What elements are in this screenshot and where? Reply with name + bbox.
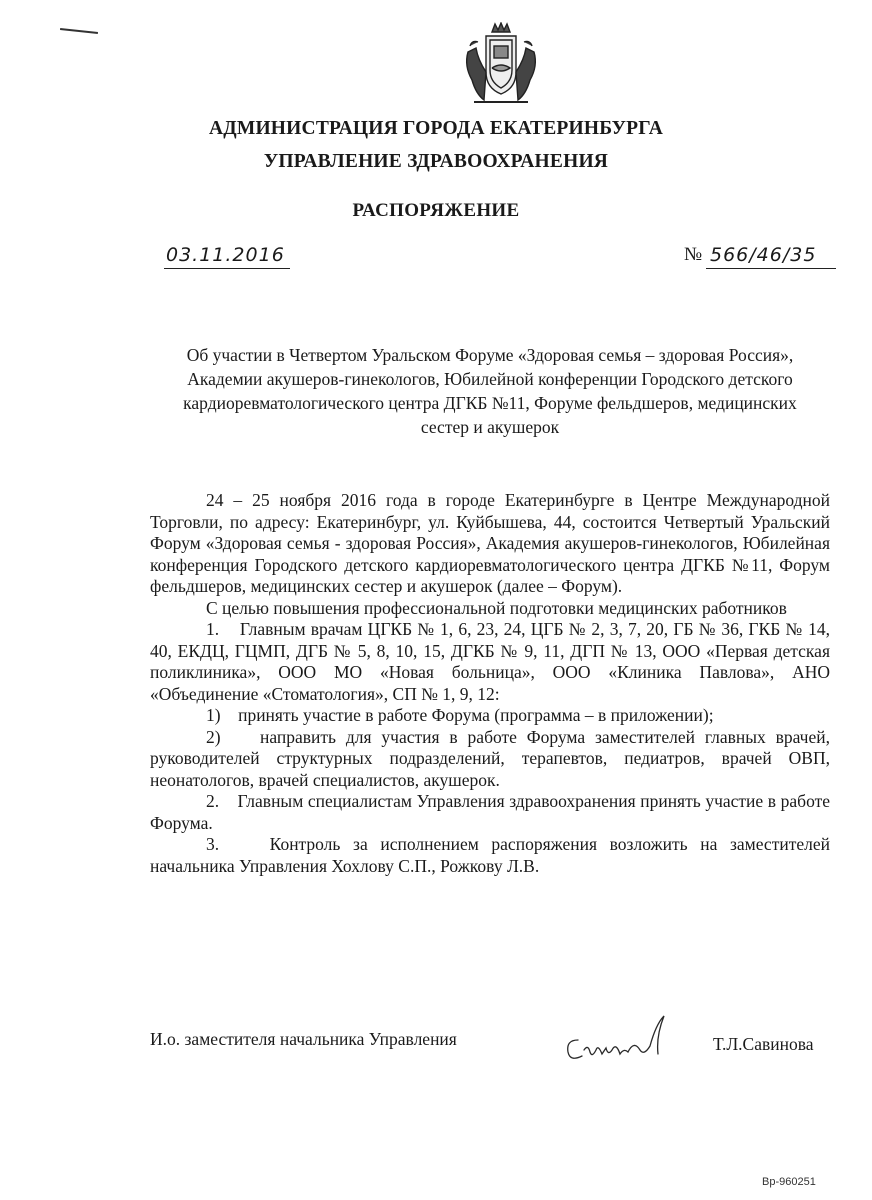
document-number: 566/46/35 bbox=[710, 244, 817, 266]
order-item-1: 1. Главным врачам ЦГКБ № 1, 6, 23, 24, ЦГБ № 2, 3, 7, 20, ГБ № 36, ГКБ № 14, 40, ЕКДЦ, ГЦМП, ДГБ № 5, 8, 10, 15, ДГКБ № 9, 11, ДГП № 13, ООО «Первая детская поликлиника», ООО МО «Новая больница», ООО «Клиника Павлова», АНО «Объединение «Стоматология», СП № 1, 9, 12: bbox=[150, 619, 830, 704]
purpose-paragraph: С целью повышения профессиональной подготовки медицинских работников bbox=[206, 597, 787, 618]
handwritten-signature bbox=[560, 1010, 680, 1070]
organization-name: АДМИНИСТРАЦИЯ ГОРОДА ЕКАТЕРИНБУРГА bbox=[208, 118, 664, 139]
number-label: № bbox=[684, 244, 703, 265]
city-coat-of-arms-icon bbox=[462, 22, 540, 108]
order-item-3: 3. Контроль за исполнением распоряжения возложить на заместителей начальника Управления Хохлову С.П., Рожкову Л.В. bbox=[150, 834, 830, 876]
order-item-2: 2. Главным специалистам Управления здравоохранения принять участие в работе Форума. bbox=[150, 791, 830, 833]
number-underline bbox=[706, 268, 836, 269]
order-item-1-1: 1) принять участие в работе Форума (программа – в приложении); bbox=[206, 705, 714, 725]
document-body bbox=[150, 490, 830, 877]
document-subject: Об участии в Четвертом Уральском Форуме «Здоровая семья – здоровая Россия», Академии акушеров-гинекологов, Юбилейной конференции Городского детского кардиоревматологического центра ДГКБ №11, Форуме фельдшеров, медицинских сестер и акушерок bbox=[183, 345, 797, 437]
document-type: РАСПОРЯЖЕНИЕ bbox=[352, 200, 520, 221]
intro-paragraph: 24 – 25 ноября 2016 года в городе Екатеринбурге в Центре Международной Торговли, по адресу: Екатеринбург, ул. Куйбышева, 44, состоится Четвертый Уральский Форум «Здоровая семья - здоровая Россия», Академия акушеров-гинекологов, Юбилейная конференция Городского детского кардиоревматологического центра ДГКБ №11, Форум фельдшеров, медицинских сестер и акушерок (далее – Форум). bbox=[150, 490, 830, 596]
signer-name: Т.Л.Савинова bbox=[713, 1034, 814, 1054]
registration-number: Вр-960251 bbox=[762, 1176, 816, 1188]
scan-mark bbox=[60, 28, 98, 34]
date-underline bbox=[164, 268, 290, 269]
department-name: УПРАВЛЕНИЕ ЗДРАВООХРАНЕНИЯ bbox=[263, 151, 609, 172]
document-date: 03.11.2016 bbox=[166, 244, 285, 266]
order-item-1-2: 2) направить для участия в работе Форума заместителей главных врачей, руководителей структурных подразделений, терапевтов, педиатров, врачей ОВП, неонатологов, врачей специалистов, акушерок. bbox=[150, 726, 830, 790]
signer-position: И.о. заместителя начальника Управления bbox=[150, 1029, 457, 1049]
